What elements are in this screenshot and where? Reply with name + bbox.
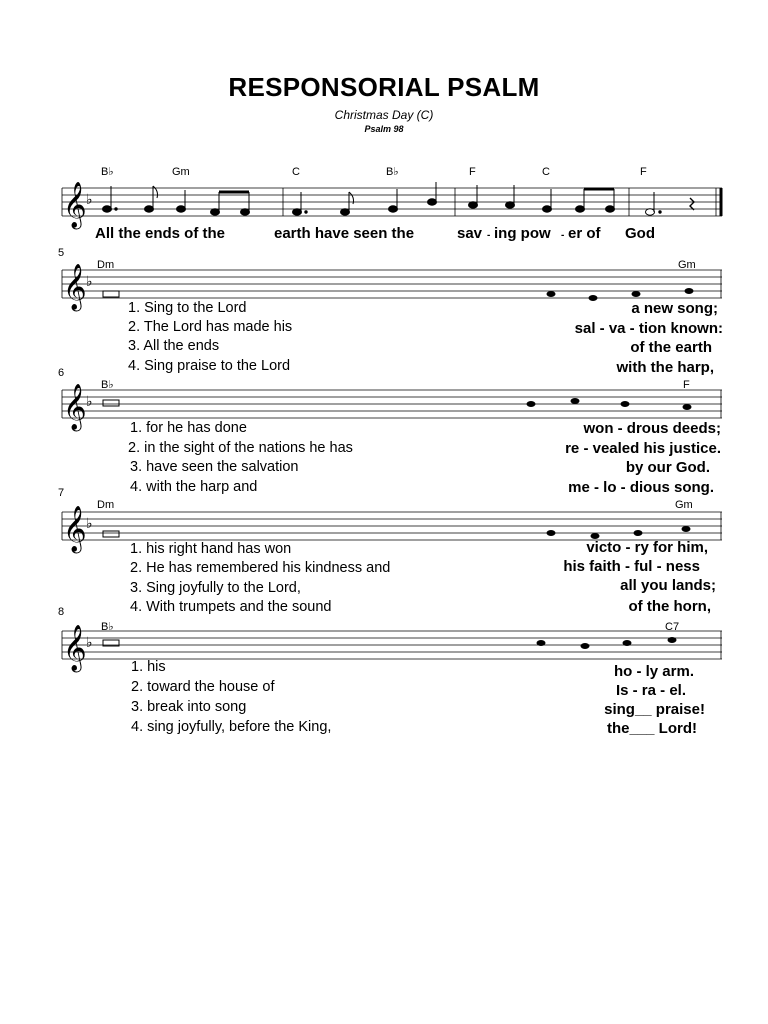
refrain-lyrics xyxy=(95,225,655,242)
verse-ending: ho - ly arm. xyxy=(613,663,694,680)
verse-ending: all you lands; xyxy=(620,577,716,594)
verse-ending: his faith - ful - ness xyxy=(563,558,700,575)
verse-ending: with the harp, xyxy=(616,359,714,376)
treble-clef-icon: 𝄞 xyxy=(63,182,87,228)
flat-key-signature-icon: ♭ xyxy=(86,394,93,410)
chant-notes xyxy=(547,526,691,539)
treble-clef-icon: 𝄞 xyxy=(63,384,87,430)
psalm-reference: Psalm 98 xyxy=(364,124,404,134)
verse-line: 4. sing joyfully, before the King, xyxy=(131,719,332,735)
chord-symbol: B♭ xyxy=(101,379,114,391)
breve-note-icon xyxy=(103,531,119,537)
lyric-hyphen: - xyxy=(561,230,565,241)
verse-text-right xyxy=(565,420,721,496)
system-number: 8 xyxy=(58,606,65,618)
chant-notes xyxy=(537,637,677,649)
verse-line: 4. with the harp and xyxy=(130,479,258,495)
treble-clef-icon: 𝄞 xyxy=(63,506,87,552)
staff-system-7 xyxy=(62,512,722,540)
verse-text-left xyxy=(131,659,331,735)
lyric-text: er of xyxy=(568,225,601,242)
verse-ending: sing__ praise! xyxy=(604,701,705,718)
chord-symbol: B♭ xyxy=(101,166,114,178)
refrain-chords xyxy=(101,166,647,178)
chord-symbol: C xyxy=(542,166,550,178)
flat-key-signature-icon: ♭ xyxy=(86,192,93,208)
page-title: RESPONSORIAL PSALM xyxy=(228,72,540,102)
verse-ending: won - drous deeds; xyxy=(583,420,721,437)
treble-clef-icon: 𝄞 xyxy=(63,625,87,671)
staff-system-5 xyxy=(62,270,722,298)
verse-text-right xyxy=(563,539,716,615)
verse-line: 4. With trumpets and the sound xyxy=(130,599,332,615)
chord-symbol: Dm xyxy=(97,259,115,271)
verse-line: 1. Sing to the Lord xyxy=(128,300,247,316)
verse-line: 2. The Lord has made his xyxy=(128,319,293,335)
flat-key-signature-icon: ♭ xyxy=(86,516,93,532)
lyric-text: ing pow xyxy=(494,225,551,242)
verse-ending: sal - va - tion known: xyxy=(574,320,723,337)
lyric-text: sav xyxy=(457,225,483,242)
verse-text-left xyxy=(128,300,292,374)
chord-symbol: F xyxy=(469,166,476,178)
verse-line: 3. All the ends xyxy=(128,338,220,354)
flat-key-signature-icon: ♭ xyxy=(86,635,93,651)
chord-symbol: Gm xyxy=(678,259,696,271)
staff-system-8 xyxy=(62,631,722,659)
refrain-notes xyxy=(103,182,695,215)
verse-line: 3. have seen the salvation xyxy=(130,459,299,475)
verse-ending: Is - ra - el. xyxy=(615,682,686,699)
subtitle: Christmas Day (C) xyxy=(334,108,434,122)
chord-symbol: Dm xyxy=(97,499,115,511)
verse-ending: victo - ry for him, xyxy=(586,539,708,556)
verse-line: 2. in the sight of the nations he has xyxy=(128,440,353,456)
verse-ending: a new song; xyxy=(631,300,718,317)
verse-line: 1. his right hand has won xyxy=(130,541,292,557)
lyric-hyphen: - xyxy=(487,230,491,241)
verse-text-right xyxy=(604,663,705,737)
breve-note-icon xyxy=(103,291,119,297)
chord-symbol: B♭ xyxy=(101,621,114,633)
verse-line: 1. for he has done xyxy=(130,420,247,436)
verse-text-left xyxy=(130,541,390,615)
verse-text-right xyxy=(575,300,723,376)
chord-symbol: F xyxy=(683,379,690,391)
verse-ending: of the earth xyxy=(630,339,712,356)
system-number: 7 xyxy=(58,487,65,499)
system-number: 6 xyxy=(58,367,65,379)
chord-symbol: C xyxy=(292,166,300,178)
flat-key-signature-icon: ♭ xyxy=(86,274,93,290)
breve-note-icon xyxy=(103,400,119,406)
verse-line: 3. break into song xyxy=(131,699,247,715)
verse-line: 2. toward the house of xyxy=(131,679,275,695)
lyric-text: All the ends of the xyxy=(95,225,226,242)
chord-symbol: C7 xyxy=(665,621,680,633)
chord-symbol: F xyxy=(640,166,647,178)
system-number: 5 xyxy=(58,247,65,259)
chord-symbol: Gm xyxy=(172,166,190,178)
verse-line: 3. Sing joyfully to the Lord, xyxy=(130,580,301,596)
lyric-text: God xyxy=(625,225,655,242)
verse-text-left xyxy=(128,420,353,495)
verse-ending: by our God. xyxy=(625,459,710,476)
verse-ending: the___ Lord! xyxy=(606,720,697,737)
chord-symbol: B♭ xyxy=(386,166,399,178)
verse-ending: of the horn, xyxy=(628,598,711,615)
chord-symbol: Gm xyxy=(675,499,693,511)
verse-ending: me - lo - dious song. xyxy=(568,479,714,496)
verse-line: 2. He has remembered his kindness and xyxy=(130,560,391,576)
verse-line: 1. his xyxy=(131,659,166,675)
treble-clef-icon: 𝄞 xyxy=(63,264,87,310)
verse-line: 4. Sing praise to the Lord xyxy=(128,358,291,374)
lyric-text: earth have seen the xyxy=(274,225,415,242)
verse-ending: re - vealed his justice. xyxy=(565,440,721,457)
